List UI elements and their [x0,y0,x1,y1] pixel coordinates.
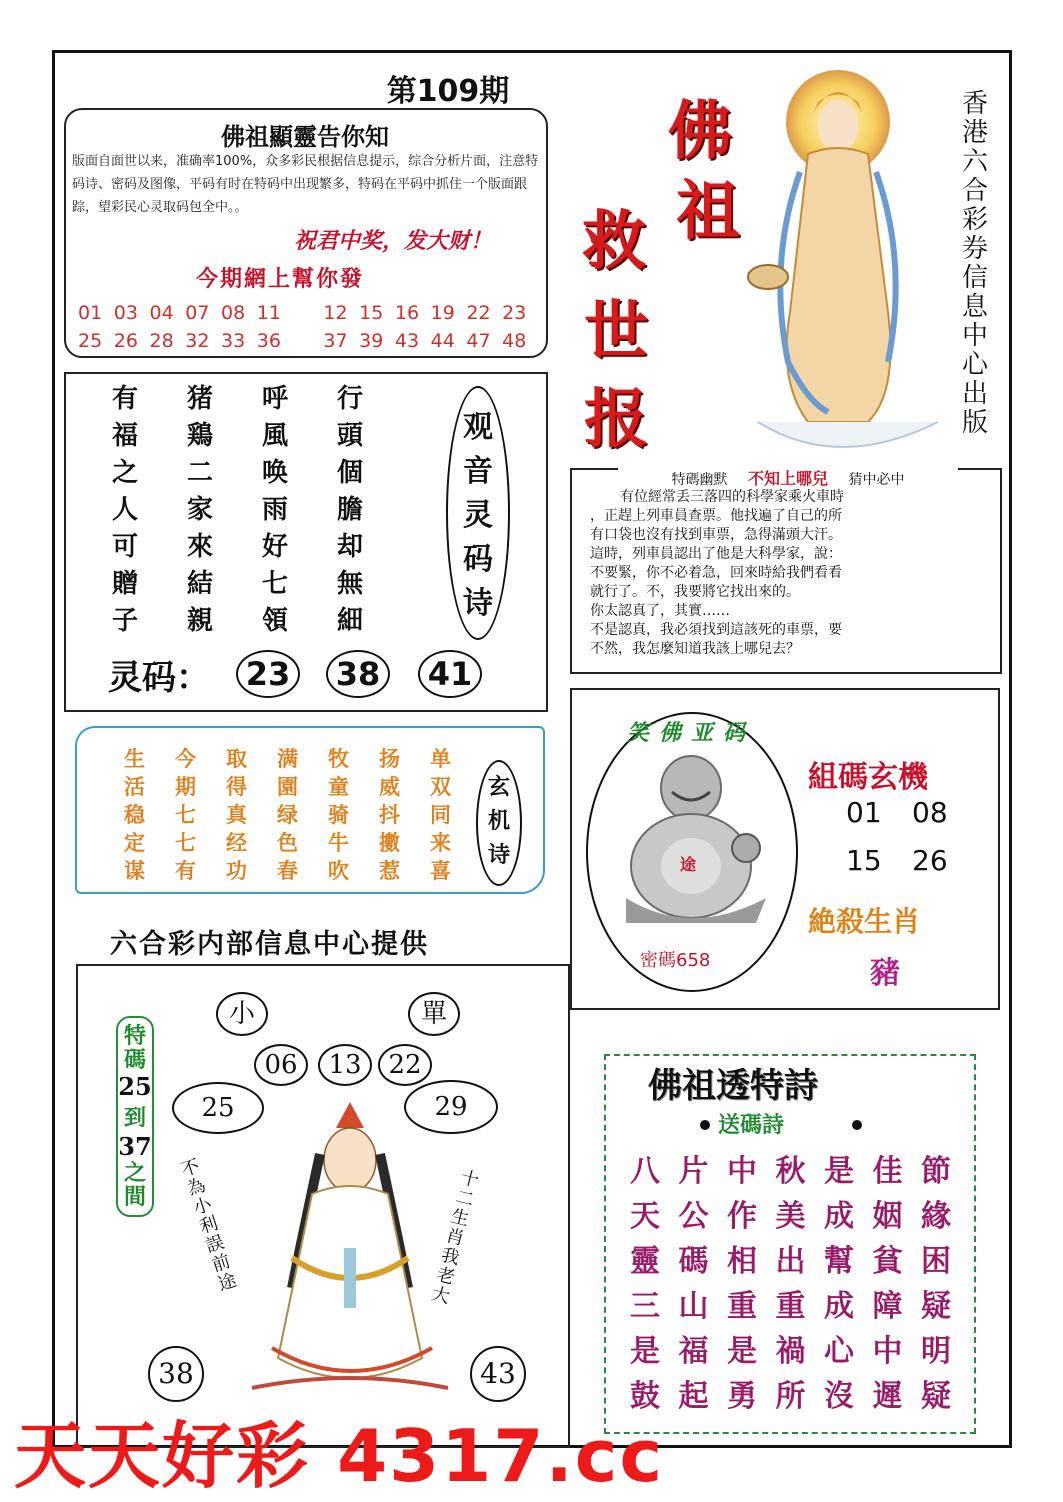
lingma-number: 38 [326,650,390,698]
joke-heading-right: 猜中必中 [848,472,905,488]
title-char: 报 [584,382,648,457]
joke-heading-title: 不知上哪兒 [747,469,828,488]
poem-char: 七 [262,569,289,599]
poem2-char: 疑 [921,1289,951,1324]
joke-line: 不然，我怎麼知道我該上哪兒去？ [590,641,800,657]
poem2-char: 疑 [921,1379,951,1414]
number-row-1 [78,302,538,324]
xuanji-char: 七 [175,830,196,855]
poem2-grid [630,1154,970,1415]
footer-brand: 天天好彩 4317.cc [14,1414,665,1498]
poem2-char: 片 [678,1154,709,1189]
title-char: 佛 [668,94,732,169]
poem2-title: 佛祖透特詩 [648,1066,818,1106]
number: 08 [221,302,246,324]
poem2-char: 障 [872,1289,903,1324]
poem-char: 猪 [187,384,214,414]
secret-code: 密碼658 [640,950,711,971]
xuanji-char: 得 [226,774,247,799]
number: 26 [113,330,138,352]
xuanji-char: 有 [175,858,196,883]
joke-heading [618,466,958,489]
tema-between: 之間 [123,1160,146,1210]
xuanji-char: 来 [430,830,451,855]
poem-char: 無 [337,569,364,599]
poem2-char: 禍 [775,1334,806,1369]
poem2-char: 幫 [824,1244,854,1279]
tema-until: 37 [118,1132,152,1161]
poem2-char: 公 [678,1199,709,1234]
right-vertical-text: 十二生肖我老大 [429,1166,481,1309]
poem-char: 鶏 [187,421,214,451]
joke-line: ，正趕上列車員查票。他找遍了自己的所 [590,508,842,524]
poem2-char: 心 [824,1334,854,1369]
bullet-dot [700,1120,710,1130]
poem-char: 人 [112,495,139,525]
poem-char: 呼 [262,384,289,414]
poem-char: 唤 [262,458,289,488]
title-char: 世 [584,294,648,369]
poem2-char: 出 [775,1244,806,1279]
zuhe-title: 組碼玄機 [808,760,928,795]
poem-char: 個 [337,458,364,488]
today-label: 今期網上幫你發 [196,267,365,292]
xuanji-char: 春 [277,858,298,883]
poem2-char: 緣 [921,1199,951,1234]
poem-char: 結 [187,569,214,599]
tema-from: 25 [118,1072,152,1101]
number: 22 [466,302,491,324]
joke-line: 有位經常丢三落四的科學家乘火車時 [620,489,844,505]
odd-badge: 單 [408,992,460,1036]
joke-line: 就行了。不，我要將它找出來的。 [590,584,800,600]
poem2-char: 中 [872,1334,903,1369]
number: 11 [256,302,281,324]
poem2-char: 是 [630,1334,660,1369]
xuanji-char: 骑 [328,802,349,827]
left-oval-number: 25 [172,1082,264,1134]
poem-char: 二 [187,458,214,488]
poem2-char: 作 [727,1199,757,1234]
poem-char: 可 [112,532,139,562]
number: 39 [359,330,384,352]
provider-line: 六合彩内部信息中心提供 [110,929,429,960]
poem2-char: 明 [921,1334,951,1369]
zuhe-number: 26 [912,844,948,877]
xuanji-char: 今 [175,746,196,771]
poem2-char: 勇 [727,1379,757,1414]
xuanji-char: 单 [430,746,451,771]
xuanji-char: 色 [277,830,298,855]
xuanji-char: 惹 [379,858,400,883]
poem-char: 却 [337,532,364,562]
xuanji-char: 抖 [379,802,400,827]
xuanji-char: 童 [328,774,349,799]
lingma-label: 灵码： [108,658,210,698]
number: 28 [149,330,174,352]
xuanji-char: 同 [430,802,451,827]
guanyin-seated-image [232,1098,468,1398]
issue-number: 第109期 [386,74,510,109]
xuanji-char: 喜 [430,858,451,883]
number: 36 [256,330,281,352]
poem-char: 福 [112,421,139,451]
poem2-char: 沒 [824,1379,854,1414]
number: 25 [78,330,103,352]
number: 03 [113,302,138,324]
xuanji-char: 谋 [124,858,145,883]
title-char: 救 [582,204,646,279]
joke-heading-left: 特碼幽默 [671,472,728,488]
number: 37 [323,330,348,352]
xuanji-label [476,760,522,886]
poem-char: 細 [337,606,364,636]
poem2-char: 是 [824,1154,854,1189]
xuanji-char: 满 [277,746,298,771]
poem2-char: 重 [775,1289,806,1324]
xuanji-char: 取 [226,746,247,771]
guanyin-poem-label [446,386,510,640]
number: 47 [466,330,491,352]
poem-char: 風 [262,421,289,451]
poem-char: 家 [187,495,214,525]
number: 15 [359,302,384,324]
intro-title: 佛祖顯靈告你知 [221,122,389,151]
lingma-number: 41 [418,650,482,698]
top-number: 22 [378,1044,432,1086]
bullet-dot [852,1120,862,1130]
lingma-number: 23 [236,650,300,698]
xuanji-grid [124,746,464,884]
joke-line: 這時，列車員認出了他是大科學家，說： [590,546,842,562]
poem-char: 贈 [112,569,139,599]
xuanji-char: 期 [175,774,196,799]
laughing-buddha-image [606,748,776,928]
xuanji-char: 稳 [124,802,145,827]
poem2-char: 起 [678,1379,709,1414]
tema-label: 特碼 [123,1023,146,1073]
title-char: 祖 [676,174,740,249]
tema-to: 到 [123,1105,146,1131]
xuanji-char: 真 [226,802,247,827]
xuanji-char: 经 [226,830,247,855]
guanyin-poem-grid [112,384,412,637]
joke-line: 不是認真，我必須找到這該死的車票，要 [590,622,842,638]
poem-char: 子 [112,606,139,636]
poem-char: 有 [112,384,139,414]
poem-char: 膽 [337,495,364,525]
buddha-arc-text: 笑佛亚码 [626,721,755,746]
zuhe-number: 15 [846,844,882,877]
guanyin-poem-label-text: 观音灵码诗 [463,410,493,621]
xuanji-char: 绿 [277,802,298,827]
poem-char: 好 [262,532,289,562]
left-ball: 38 [148,1346,204,1402]
poem2-char: 碼 [678,1244,709,1279]
juesha-label: 絶殺生肖 [808,905,921,938]
wish-text: 祝君中奖，发大财！ [294,229,493,254]
poem2-char: 遲 [872,1379,903,1414]
joke-line: 你太認真了，其實…… [590,603,730,619]
poem2-char: 困 [921,1244,951,1279]
poem2-char: 中 [727,1154,757,1189]
poem2-char: 秋 [775,1154,806,1189]
tema-range [116,1016,154,1217]
poem-char: 頭 [337,421,364,451]
poem2-char: 佳 [872,1154,903,1189]
number: 32 [185,330,210,352]
zuhe-number: 01 [846,796,882,829]
poem-char: 親 [187,606,214,636]
zuhe-number: 08 [912,796,948,829]
poem2-char: 福 [678,1334,709,1369]
number-row-2 [78,330,538,352]
number: 04 [149,302,174,324]
right-ball: 43 [470,1346,526,1402]
number: 07 [185,302,210,324]
number: 23 [502,302,527,324]
poem2-char: 貧 [872,1244,903,1279]
xuanji-char: 牧 [328,746,349,771]
intro-body: 版面自面世以来，准确率100%，众多彩民根据信息提示，综合分析片面，注意特码诗、密码及图像，平码有时在特码中出现繁多，特码在平码中抓住一个版面跟踪，望彩民心灵取码包全中。。 [72,154,539,215]
xuanji-char: 活 [124,774,145,799]
poem2-char: 三 [630,1289,660,1324]
xuanji-char: 功 [226,858,247,883]
poem2-char: 所 [775,1379,806,1414]
number: 16 [394,302,420,324]
xuanji-label-text: 玄机诗 [487,774,510,868]
poem-char: 之 [112,458,139,488]
xuanji-char: 双 [430,774,451,799]
number: 43 [394,330,420,352]
juesha-value: 豬 [870,956,900,991]
xuanji-char: 吹 [328,858,349,883]
right-oval-number: 29 [404,1080,498,1134]
poem-char: 行 [337,384,364,414]
poem2-char: 天 [630,1199,660,1234]
joke-line: 有口袋也沒有找到車票，急得滿頭大汗。 [590,527,842,543]
top-number: 06 [254,1044,308,1086]
poem2-subtitle: 送碼詩 [718,1112,785,1138]
poem2-char: 成 [824,1199,854,1234]
poem-char: 領 [262,606,289,636]
xuanji-char: 威 [379,774,400,799]
poem2-char: 姻 [872,1199,903,1234]
xuanji-char: 園 [277,774,298,799]
number: 48 [502,330,527,352]
joke-body [590,488,994,659]
left-vertical-text: 不為小利誤前途 [178,1155,240,1296]
poem2-char: 靈 [630,1244,660,1279]
poem2-char: 山 [678,1289,709,1324]
number: 01 [78,302,103,324]
xuanji-char: 定 [124,830,145,855]
poem2-char: 鼓 [630,1379,660,1414]
small-badge: 小 [216,992,268,1036]
xuanji-char: 生 [124,746,145,771]
poem2-char: 是 [727,1334,757,1369]
xuanji-char: 扬 [379,746,400,771]
xuanji-char: 牛 [328,830,349,855]
poem-char: 雨 [262,495,289,525]
poem2-char: 節 [921,1154,951,1189]
poem2-char: 美 [775,1199,806,1234]
poem-char: 來 [187,532,214,562]
top-number: 13 [318,1044,372,1086]
poem2-char: 八 [630,1154,660,1189]
poem2-char: 重 [727,1289,757,1324]
guanyin-standing-image [738,62,948,460]
number: 12 [323,302,348,324]
joke-line: 不要緊，你不必着急，回來時給我們看看 [590,565,842,581]
publisher-vertical: 香港六合彩券信息中心出版 [961,89,988,438]
xuanji-char: 擻 [379,830,400,855]
number: 33 [221,330,246,352]
number: 19 [430,302,455,324]
xuanji-char: 七 [175,802,196,827]
poem2-char: 成 [824,1289,854,1324]
poem2-char: 相 [727,1244,757,1279]
buddha-belly-char: 途 [680,855,697,874]
number: 44 [430,330,455,352]
